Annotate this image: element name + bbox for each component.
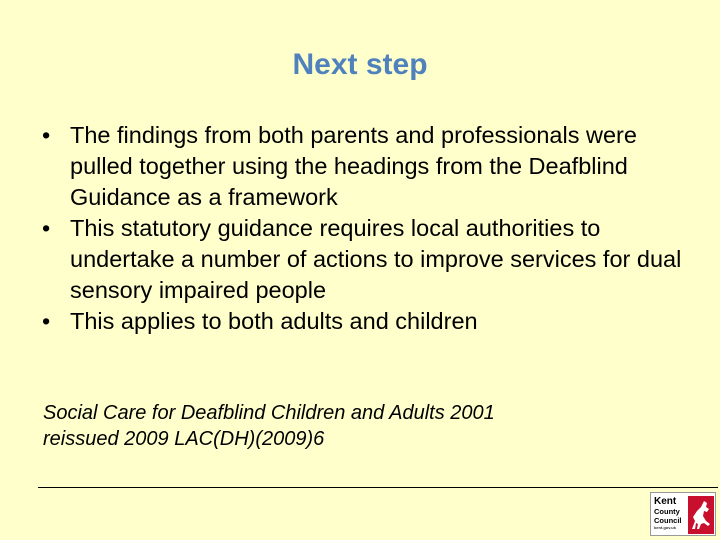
logo-line: Kent <box>654 496 677 507</box>
bullet-text: This statutory guidance requires local authorities to undertake a number of actions to improve services for dual sensory impaired people <box>70 215 682 303</box>
citation-line: reissued 2009 LAC(DH)(2009)6 <box>43 428 325 450</box>
bullet-text: This applies to both adults and children <box>70 308 478 334</box>
bullet-item <box>42 213 682 306</box>
bullet-dot: • <box>42 215 51 241</box>
logo-line: County <box>654 507 680 516</box>
logo-line: kent.gov.uk <box>654 525 676 530</box>
slide-title: Next step <box>292 48 428 81</box>
logo-line: Council <box>654 516 682 525</box>
footer-divider <box>38 487 718 488</box>
bullet-list <box>42 120 682 337</box>
citation-line: Social Care for Deafblind Children and Adults 2001 <box>43 402 495 424</box>
bullet-dot: • <box>42 122 51 148</box>
bullet-text: The findings from both parents and professionals were pulled together using the headings from the Deafblind Guidance as a framework <box>70 122 637 210</box>
bullet-item <box>42 120 682 213</box>
bullet-dot: • <box>42 308 51 334</box>
citation <box>43 400 663 452</box>
white-horse-icon <box>651 493 717 537</box>
kent-county-council-logo <box>650 492 716 536</box>
bullet-item <box>42 306 682 337</box>
